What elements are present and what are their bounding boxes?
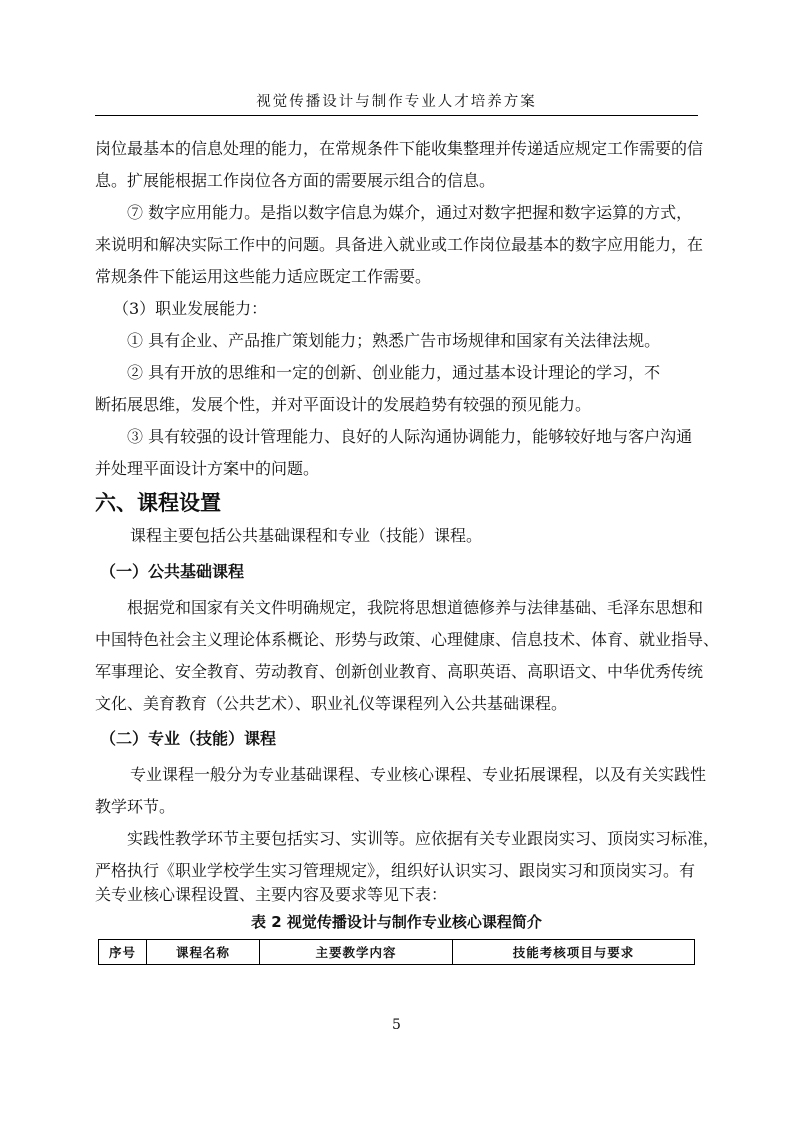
column-header-main-content: 主要教学内容 xyxy=(260,940,453,965)
body-line: 断拓展思维，发展个性，并对平面设计的发展趋势有较强的预见能力。 xyxy=(95,395,592,414)
body-line: 并处理平面设计方案中的问题。 xyxy=(95,459,320,478)
body-line: 文化、美育教育（公共艺术）、职业礼仪等课程列入公共基础课程。 xyxy=(95,694,568,713)
table-header-row xyxy=(99,940,695,965)
running-header: 视觉传播设计与制作专业人才培养方案 xyxy=(256,94,537,110)
body-line: ③ 具有较强的设计管理能力、良好的人际沟通协调能力，能够较好地与客户沟通 xyxy=(127,427,693,446)
body-line: 实践性教学环节主要包括实习、实训等。应依据有关专业跟岗实习、顶岗实习标准， xyxy=(127,829,720,848)
subsection-label: （3）职业发展能力： xyxy=(113,299,268,318)
subsection-heading: （一）公共基础课程 xyxy=(100,562,245,581)
column-header-course-name: 课程名称 xyxy=(147,940,260,965)
body-line: 根据党和国家有关文件明确规定，我院将思想道德修养与法律基础、毛泽东思想和 xyxy=(127,598,704,617)
body-line: 来说明和解决实际工作中的问题。具备进入就业或工作岗位最基本的数字应用能力，在 xyxy=(95,235,704,254)
body-line: 军事理论、安全教育、劳动教育、创新创业教育、高职英语、高职语文、中华优秀传统 xyxy=(95,662,704,681)
body-line: 专业课程一般分为专业基础课程、专业核心课程、专业拓展课程，以及有关实践性 xyxy=(130,765,707,784)
table-caption: 表 2 视觉传播设计与制作专业核心课程简介 xyxy=(251,913,542,931)
body-line: 岗位最基本的信息处理的能力，在常规条件下能收集整理并传递适应规定工作需要的信 xyxy=(95,139,704,158)
body-line: ① 具有企业、产品推广策划能力；熟悉广告市场规律和国家有关法律法规。 xyxy=(127,331,661,350)
column-header-skill-assessment: 技能考核项目与要求 xyxy=(453,940,695,965)
body-line: 严格执行《职业学校学生实习管理规定》，组织好认识实习、跟岗实习和顶岗实习。有 xyxy=(95,861,696,880)
subsection-heading: （二）专业（技能）课程 xyxy=(100,729,277,748)
body-line: 中国特色社会主义理论体系概论、形势与政策、心理健康、信息技术、体育、就业指导、 xyxy=(95,630,720,649)
core-course-table xyxy=(98,939,695,965)
section-heading: 六、课程设置 xyxy=(95,491,221,515)
body-line: 常规条件下能运用这些能力适应既定工作需要。 xyxy=(95,267,432,286)
header-divider xyxy=(95,115,698,116)
section-intro: 课程主要包括公共基础课程和专业（技能）课程。 xyxy=(130,526,483,545)
column-header-index: 序号 xyxy=(99,940,147,965)
body-line: ⑦ 数字应用能力。是指以数字信息为媒介，通过对数字把握和数字运算的方式， xyxy=(127,203,693,222)
page-number: 5 xyxy=(392,1017,401,1033)
body-line: 息。扩展能根据工作岗位各方面的需要展示组合的信息。 xyxy=(95,171,496,190)
body-line: ② 具有开放的思维和一定的创新、创业能力，通过基本设计理论的学习，不 xyxy=(127,363,661,382)
body-line: 关专业核心课程设置、主要内容及要求等见下表： xyxy=(95,885,448,904)
body-line: 教学环节。 xyxy=(95,797,176,816)
